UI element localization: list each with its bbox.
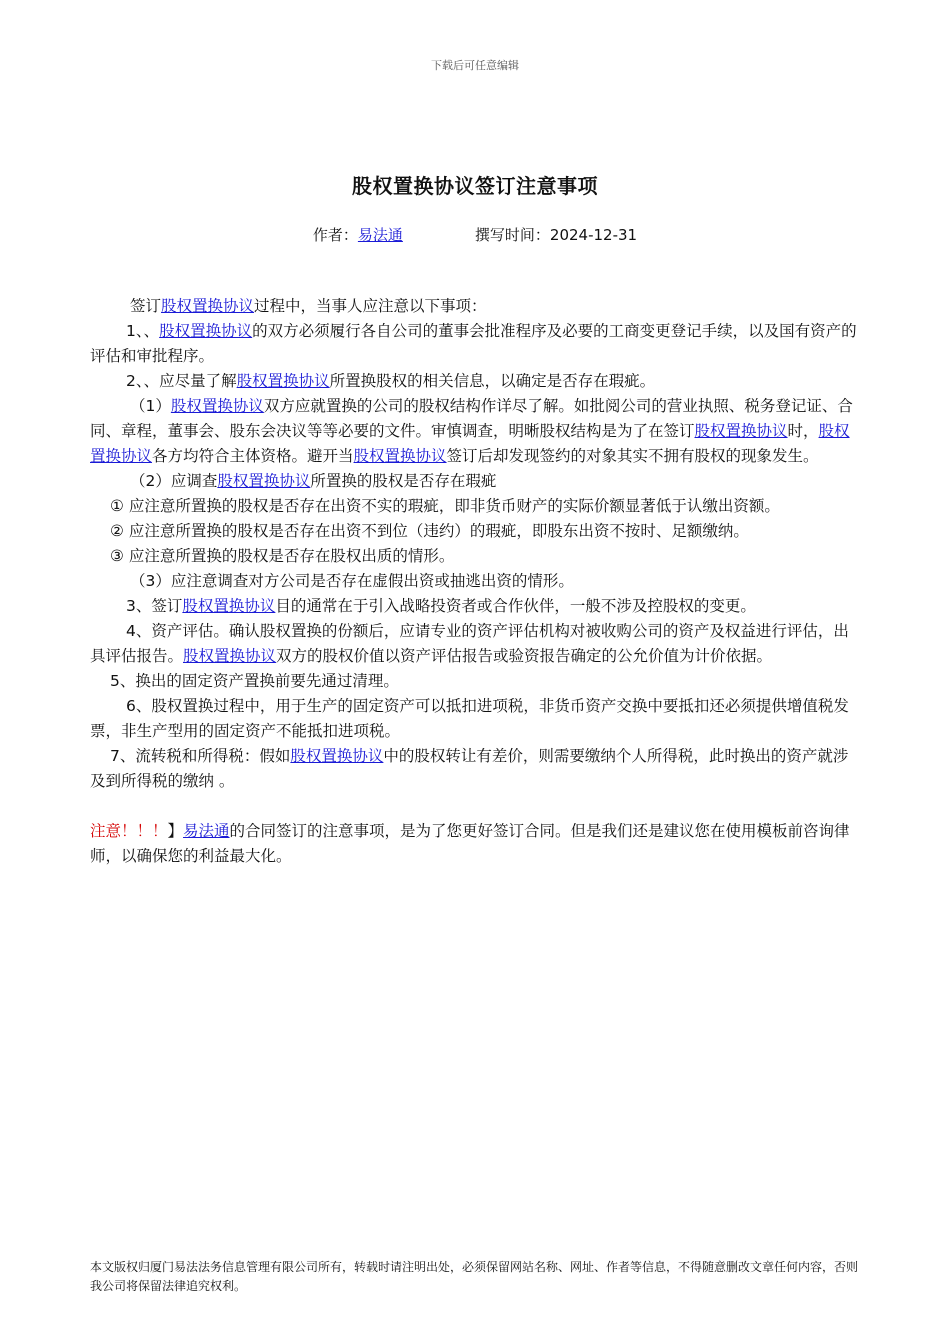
keyword-link[interactable]: 股权置换协议 [182,597,276,615]
article-body [90,294,860,869]
paragraph-item-3: 3、签订股权置换协议目的通常在于引入战略投资者或合作伙伴，一般不涉及控股权的变更。 [126,597,756,615]
time-label: 撰写时间： [474,226,550,244]
keyword-link[interactable]: 股权置换协议 [159,322,253,340]
paragraph-sub-2: ② 应注意所置换的股权是否存在出资不到位（违约）的瑕疵，即股东出资不按时、足额缴纳。 [110,522,749,540]
paragraph-item-7: 7、流转税和所得税：假如股权置换协议中的股权转让有差价，则需要缴纳个人所得税，此时换出的资产就涉及到所得税的缴纳 。 [90,747,849,790]
article-meta [0,224,950,245]
paragraph-item-6: 6、股权置换过程中，用于生产的固定资产可以抵扣进项税，非货币资产交换中要抵扣还必须提供增值税发票，非生产型用的固定资产不能抵扣进项税。 [90,697,849,740]
author-link[interactable]: 易法通 [357,226,403,244]
keyword-link[interactable]: 股权置换协议 [170,397,264,415]
page-title: 股权置换协议签订注意事项 [352,174,598,198]
keyword-link[interactable]: 股权置换协议 [90,422,850,465]
keyword-link[interactable]: 股权置换协议 [236,372,330,390]
keyword-link[interactable]: 股权置换协议 [161,297,255,315]
paragraph-item-2: 2、、应尽量了解股权置换协议所置换股权的相关信息，以确定是否存在瑕疵。 [126,372,656,390]
paragraph-item-2-3: （3）应注意调查对方公司是否存在虚假出资或抽逃出资的情形。 [130,572,574,590]
copyright-footer: 本文版权归厦门易法法务信息管理有限公司所有，转载时请注明出处，必须保留网站名称、网址、作者等信息，不得随意删改文章任何内容，否则我公司将保留法律追究权利。 [90,1260,859,1293]
keyword-link[interactable]: 股权置换协议 [290,747,384,765]
paragraph-item-5: 5、换出的固定资产置换前要先通过清理。 [110,672,399,690]
paragraph-intro: 签订股权置换协议过程中，当事人应注意以下事项： [130,297,487,315]
publish-date: 2024-12-31 [549,226,638,244]
keyword-link[interactable]: 股权置换协议 [183,647,277,665]
paragraph-item-2-2: （2）应调查股权置换协议所置换的股权是否存在瑕疵 [130,472,497,490]
keyword-link[interactable]: 股权置换协议 [353,447,447,465]
header-note: 下载后可任意编辑 [431,59,519,72]
paragraph-sub-3: ③ 应注意所置换的股权是否存在股权出质的情形。 [110,547,455,565]
keyword-link[interactable]: 股权置换协议 [217,472,311,490]
paragraph-item-4: 4、资产评估。确认股权置换的份额后，应请专业的资产评估机构对被收购公司的资产及权益进行评估，出具评估报告。股权置换协议双方的股权价值以资产评估报告或验资报告确定的公允价值为计价依据。 [90,622,849,665]
brand-link[interactable]: 易法通 [183,822,230,840]
paragraph-item-2-1: （1）股权置换协议双方应就置换的公司的股权结构作详尽了解。如批阅公司的营业执照、税务登记证、合同、章程，董事会、股东会决议等等必要的文件。审慎调查，明晰股权结构是为了在签订股权置换协议时，股权置换协议各方均符合主体资格。避开当股权置换协议签订后却发现签约的对象其实不拥有股权的现象发生。 [90,397,853,465]
paragraph-sub-1: ① 应注意所置换的股权是否存在出资不实的瑕疵，即非货币财产的实际价额显著低于认缴出资额。 [110,497,780,515]
keyword-link[interactable]: 股权置换协议 [694,422,788,440]
paragraph-item-1: 1、、股权置换协议的双方必须履行各自公司的董事会批准程序及必要的工商变更登记手续，以及国有资产的评估和审批程序。 [90,322,857,365]
notice-paragraph: 注意！！！】易法通的合同签订的注意事项，是为了您更好签订合同。但是我们还是建议您在使用模板前咨询律师，以确保您的利益最大化。 [90,822,850,865]
notice-label: 注意！！！ [90,822,168,840]
author-label: 作者： [312,226,358,244]
